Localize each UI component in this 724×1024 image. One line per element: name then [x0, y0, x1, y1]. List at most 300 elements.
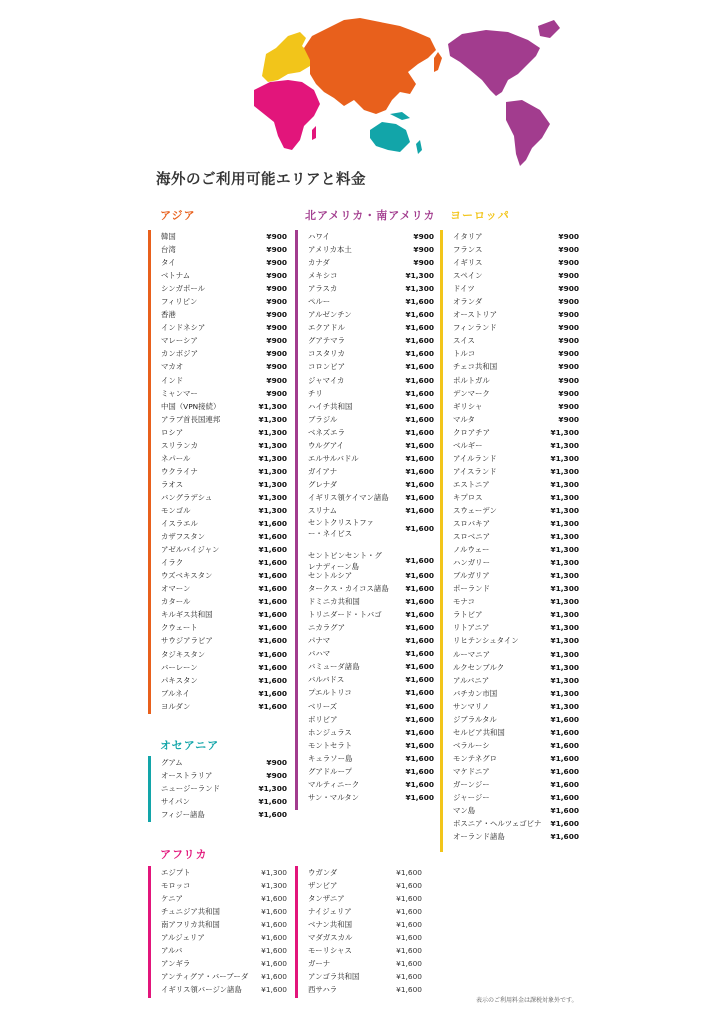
country-name: タンザニア: [308, 894, 345, 904]
country-name: バルバドス: [308, 675, 345, 685]
price-value: ¥1,600: [550, 806, 579, 816]
price-value: ¥1,600: [550, 819, 579, 829]
map-australia: [370, 122, 410, 152]
price-row: [308, 905, 422, 918]
price-row: [453, 752, 579, 765]
country-name: ドミニカ共和国: [308, 597, 360, 607]
country-name: マレーシア: [161, 336, 198, 346]
map-greenland: [538, 20, 560, 38]
price-row: [161, 400, 287, 413]
price-row: [453, 504, 579, 517]
country-name: 韓国: [161, 232, 176, 241]
price-row: [308, 866, 422, 879]
country-name: 中国（VPN接続）: [161, 401, 221, 411]
price-row: [453, 830, 579, 843]
price-value: ¥1,600: [261, 959, 287, 969]
country-name: バーレーン: [161, 662, 198, 672]
country-name: アンギラ: [161, 959, 191, 969]
price-value: ¥1,600: [405, 323, 434, 333]
price-row: [453, 687, 579, 700]
price-value: ¥1,600: [261, 907, 287, 917]
price-row: [453, 530, 579, 543]
price-value: ¥1,600: [405, 675, 434, 685]
price-value: ¥1,600: [258, 558, 287, 568]
country-name: ハンガリー: [453, 558, 490, 568]
asia-color-bar: [148, 230, 151, 714]
price-row: [308, 713, 434, 726]
price-value: ¥1,300: [258, 453, 287, 463]
price-value: ¥900: [558, 349, 579, 359]
country-name: ハワイ: [308, 232, 330, 241]
price-value: ¥1,600: [258, 649, 287, 659]
africa-color-bar-right: [295, 866, 298, 998]
price-value: ¥900: [266, 336, 287, 346]
price-value: ¥900: [558, 284, 579, 294]
price-value: ¥1,600: [405, 610, 434, 620]
price-value: ¥1,300: [550, 479, 579, 489]
country-name: カンボジア: [161, 349, 198, 359]
country-name: アイルランド: [453, 453, 497, 463]
country-name: ポーランド: [453, 584, 490, 594]
price-row: [453, 230, 579, 243]
price-row: [453, 634, 579, 647]
world-map-icon: [240, 14, 580, 170]
price-row: [161, 970, 287, 983]
country-name: グレナダ: [308, 479, 338, 489]
price-value: ¥900: [558, 323, 579, 333]
price-value: ¥1,300: [550, 519, 579, 529]
price-value: ¥1,600: [405, 662, 434, 672]
price-value: ¥1,300: [550, 649, 579, 659]
price-row: [308, 739, 434, 752]
country-name: マダガスカル: [308, 933, 353, 943]
price-value: ¥1,300: [258, 505, 287, 515]
country-name: ベリーズ: [308, 701, 338, 711]
price-value: ¥1,600: [258, 701, 287, 711]
country-name: チリ: [308, 388, 323, 398]
price-row: [453, 465, 579, 478]
price-row: [308, 243, 434, 256]
price-value: ¥1,600: [550, 740, 579, 750]
price-value: ¥900: [558, 310, 579, 320]
country-name: スリランカ: [161, 440, 198, 450]
country-name: ブルガリア: [453, 571, 490, 581]
price-value: ¥1,600: [396, 907, 422, 917]
price-value: ¥900: [266, 375, 287, 385]
country-name: リトアニア: [453, 623, 490, 633]
price-value: ¥1,300: [405, 271, 434, 281]
price-value: ¥1,300: [258, 440, 287, 450]
price-value: ¥1,300: [261, 868, 287, 877]
price-value: ¥1,600: [405, 701, 434, 711]
country-name: ベナン共和国: [308, 920, 352, 930]
page-title: 海外のご利用可能エリアと料金: [156, 172, 366, 188]
country-name: オマーン: [161, 584, 191, 594]
country-name: オーストリア: [453, 310, 497, 320]
price-value: ¥1,600: [405, 556, 434, 566]
country-name: タジキスタン: [161, 649, 206, 659]
map-south-america: [506, 100, 550, 166]
price-row: [308, 892, 422, 905]
price-value: ¥1,600: [405, 466, 434, 476]
price-row: [308, 791, 434, 804]
country-name: オランダ: [453, 297, 483, 307]
price-row: [308, 673, 434, 686]
price-value: ¥1,600: [405, 362, 434, 372]
country-name: カナダ: [308, 258, 330, 268]
price-row: [308, 256, 434, 269]
map-africa: [254, 80, 320, 150]
price-row: [161, 795, 287, 808]
country-name: シンガポール: [161, 284, 206, 294]
price-row: [308, 726, 434, 739]
country-name: ジブラルタル: [453, 714, 497, 724]
price-row: [308, 752, 434, 765]
country-name: トリニダード・トバゴ: [308, 610, 382, 620]
price-row: [161, 621, 287, 634]
country-name: タークス・カイコス諸島: [308, 584, 389, 594]
price-value: ¥1,600: [405, 649, 434, 659]
price-row: [308, 569, 434, 582]
price-row: [161, 944, 287, 957]
price-value: ¥1,300: [550, 597, 579, 607]
country-name: 西サハラ: [308, 985, 338, 995]
country-name: アルバニア: [453, 675, 490, 685]
price-row: [453, 334, 579, 347]
price-value: ¥1,600: [258, 797, 287, 807]
price-row: [453, 595, 579, 608]
country-name: リヒテンシュタイン: [453, 636, 519, 646]
price-value: ¥1,600: [396, 985, 422, 995]
price-value: ¥1,600: [261, 946, 287, 956]
price-row: [453, 452, 579, 465]
price-value: ¥1,600: [550, 832, 579, 842]
price-row: [308, 230, 434, 243]
price-value: ¥1,600: [258, 571, 287, 581]
price-row: [308, 595, 434, 608]
country-name: カタール: [161, 597, 191, 607]
price-value: ¥900: [266, 232, 287, 241]
price-value: ¥1,600: [396, 868, 422, 877]
country-name: アイスランド: [453, 466, 497, 476]
country-name: ルーマニア: [453, 649, 490, 659]
country-name: ウガンダ: [308, 868, 338, 877]
price-row: [308, 970, 422, 983]
price-value: ¥1,600: [405, 779, 434, 789]
country-name: オーランド諸島: [453, 832, 505, 842]
price-row: [308, 491, 434, 504]
country-name: セントビンセント・グレナディーン島: [308, 551, 382, 571]
country-name: エストニア: [453, 479, 490, 489]
country-name: コスタリカ: [308, 349, 345, 359]
price-row: [453, 791, 579, 804]
country-name: ガーンジー: [453, 779, 490, 789]
country-name: チェコ共和国: [453, 362, 498, 372]
country-name: マン島: [453, 806, 476, 816]
country-name: ウクライナ: [161, 466, 198, 476]
price-row: [308, 478, 434, 491]
price-value: ¥1,300: [258, 427, 287, 437]
price-row: [308, 700, 434, 713]
price-row: [161, 530, 287, 543]
price-value: ¥900: [266, 362, 287, 372]
price-row: [161, 782, 287, 795]
price-row: [308, 282, 434, 295]
country-name: チュニジア共和国: [161, 907, 220, 917]
price-value: ¥1,600: [405, 597, 434, 607]
price-value: ¥1,600: [405, 310, 434, 320]
price-value: ¥1,300: [550, 701, 579, 711]
price-row: [161, 321, 287, 334]
country-name: タイ: [161, 258, 176, 268]
country-name: サン・マルタン: [308, 792, 360, 802]
price-value: ¥1,600: [396, 894, 422, 904]
price-row: [161, 769, 287, 782]
price-row: [308, 308, 434, 321]
price-row: [453, 295, 579, 308]
country-name: サイパン: [161, 797, 190, 807]
price-row: [453, 426, 579, 439]
price-row: [308, 439, 434, 452]
map-madagascar: [312, 126, 316, 140]
country-name: フランス: [453, 245, 483, 255]
price-value: ¥1,600: [261, 933, 287, 943]
country-name: ギリシャ: [453, 401, 483, 411]
price-value: ¥900: [413, 245, 434, 255]
price-value: ¥1,300: [258, 492, 287, 502]
country-name: パキスタン: [161, 675, 198, 685]
country-name: フィジー諸島: [161, 810, 205, 820]
price-row: [453, 569, 579, 582]
price-row: [453, 582, 579, 595]
price-row: [308, 608, 434, 621]
price-value: ¥1,600: [258, 584, 287, 594]
price-value: ¥1,300: [550, 636, 579, 646]
country-name: モナコ: [453, 597, 475, 607]
country-name: ケニア: [161, 894, 183, 904]
country-name: ペルー: [308, 297, 331, 307]
price-value: ¥1,600: [405, 440, 434, 450]
country-name: サウジアラビア: [161, 636, 213, 646]
country-name: デンマーク: [453, 388, 490, 398]
price-value: ¥1,600: [258, 545, 287, 555]
country-name: イラク: [161, 558, 184, 568]
country-name: モンゴル: [161, 505, 191, 515]
price-row: [453, 817, 579, 830]
country-name: セントルシア: [308, 571, 353, 581]
price-value: ¥1,600: [405, 727, 434, 737]
price-row: [161, 478, 287, 491]
price-row: [453, 726, 579, 739]
country-name: ナイジェリア: [308, 907, 352, 917]
price-row: [308, 621, 434, 634]
country-name: エルサルバドル: [308, 453, 359, 463]
price-row: [453, 256, 579, 269]
country-name: インド: [161, 375, 184, 385]
price-value: ¥1,300: [550, 623, 579, 633]
country-name: プエルトリコ: [308, 688, 352, 698]
country-name: ボリビア: [308, 714, 338, 724]
price-row: [308, 426, 434, 439]
americas-color-bar: [295, 230, 298, 810]
country-name: ニュージーランド: [161, 784, 220, 794]
europe-color-bar: [440, 230, 443, 852]
price-value: ¥1,300: [550, 610, 579, 620]
price-value: ¥1,600: [396, 933, 422, 943]
price-value: ¥1,600: [258, 597, 287, 607]
country-name: イタリア: [453, 232, 483, 241]
country-name: ラオス: [161, 479, 184, 489]
price-row: [453, 778, 579, 791]
country-name: ラトビア: [453, 610, 483, 620]
country-name: アルゼンチン: [308, 310, 352, 320]
country-name: ハイチ共和国: [308, 401, 353, 411]
price-value: ¥900: [558, 414, 579, 424]
country-name: ロシア: [161, 427, 184, 437]
country-name: グアテマラ: [308, 336, 345, 346]
price-row: [308, 517, 434, 543]
price-value: ¥1,300: [550, 532, 579, 542]
price-row: [161, 504, 287, 517]
price-value: ¥900: [266, 323, 287, 333]
section-title-europe: ヨーロッパ: [450, 209, 510, 222]
price-row: [453, 648, 579, 661]
price-value: ¥900: [266, 258, 287, 268]
price-row: [453, 360, 579, 373]
africa-color-bar-left: [148, 866, 151, 998]
country-name: スリナム: [308, 505, 338, 515]
price-row: [161, 256, 287, 269]
section-title-oceania: オセアニア: [160, 739, 220, 752]
price-value: ¥900: [413, 258, 434, 268]
country-name: ルクセンブルク: [453, 662, 505, 672]
price-row: [453, 621, 579, 634]
price-value: ¥900: [266, 349, 287, 359]
country-name: ボスニア・ヘルツェゴビナ: [453, 819, 542, 829]
price-value: ¥1,300: [550, 492, 579, 502]
country-name: アンティグア・バーブーダ: [161, 972, 249, 982]
price-row: [161, 879, 287, 892]
price-row: [161, 439, 287, 452]
country-name: ザンビア: [308, 881, 338, 891]
country-name: アルバ: [161, 946, 183, 956]
price-value: ¥1,600: [550, 727, 579, 737]
price-value: ¥1,300: [258, 466, 287, 476]
price-value: ¥900: [558, 375, 579, 385]
country-name: イギリス: [453, 258, 483, 268]
country-name: ヨルダン: [161, 701, 191, 711]
price-row: [453, 347, 579, 360]
price-row: [308, 543, 434, 569]
price-value: ¥1,300: [405, 284, 434, 294]
price-row: [308, 504, 434, 517]
price-row: [161, 634, 287, 647]
country-name: ニカラグア: [308, 623, 345, 633]
country-name: モロッコ: [161, 881, 191, 891]
price-row: [308, 778, 434, 791]
price-row: [161, 661, 287, 674]
price-row: [453, 739, 579, 752]
country-name: ブラジル: [308, 414, 338, 424]
price-value: ¥900: [266, 388, 287, 398]
price-value: ¥1,600: [550, 753, 579, 763]
price-value: ¥1,600: [258, 810, 287, 820]
price-value: ¥1,600: [405, 388, 434, 398]
country-name: クロアチア: [453, 427, 490, 437]
price-row: [453, 765, 579, 778]
price-value: ¥1,600: [258, 610, 287, 620]
price-value: ¥1,300: [550, 505, 579, 515]
price-row: [161, 426, 287, 439]
country-name: マケドニア: [453, 766, 490, 776]
price-value: ¥1,600: [258, 532, 287, 542]
price-value: ¥1,600: [405, 584, 434, 594]
country-name: グアム: [161, 758, 183, 767]
price-row: [161, 282, 287, 295]
price-row: [161, 491, 287, 504]
price-row: [308, 269, 434, 282]
price-value: ¥1,600: [405, 479, 434, 489]
price-value: ¥1,300: [550, 545, 579, 555]
price-row: [453, 700, 579, 713]
price-row: [161, 543, 287, 556]
price-value: ¥1,600: [550, 779, 579, 789]
price-value: ¥1,300: [550, 662, 579, 672]
price-row: [453, 308, 579, 321]
price-row: [308, 931, 422, 944]
price-value: ¥900: [558, 258, 579, 268]
country-name: ミャンマー: [161, 388, 198, 398]
price-value: ¥900: [266, 245, 287, 255]
price-value: ¥1,600: [405, 623, 434, 633]
country-name: ノルウェー: [453, 545, 490, 555]
price-value: ¥900: [558, 245, 579, 255]
country-name: オーストラリア: [161, 771, 213, 781]
price-row: [453, 608, 579, 621]
price-row: [308, 465, 434, 478]
price-row: [161, 452, 287, 465]
price-row: [308, 374, 434, 387]
price-row: [161, 347, 287, 360]
price-value: ¥1,600: [550, 793, 579, 803]
price-row: [161, 866, 287, 879]
country-name: フィリピン: [161, 297, 198, 307]
price-value: ¥1,300: [258, 414, 287, 424]
price-row: [161, 595, 287, 608]
country-name: ブルネイ: [161, 688, 190, 698]
country-name: ネパール: [161, 453, 191, 463]
country-name: カザフスタン: [161, 532, 206, 542]
price-row: [308, 400, 434, 413]
price-row: [453, 400, 579, 413]
country-name: エジプト: [161, 868, 191, 877]
price-row: [453, 478, 579, 491]
price-row: [161, 983, 287, 996]
country-name: アルジェリア: [161, 933, 205, 943]
price-row: [453, 269, 579, 282]
country-name: バハマ: [308, 649, 331, 659]
country-name: アメリカ本土: [308, 245, 352, 255]
price-row: [161, 582, 287, 595]
price-value: ¥1,600: [405, 636, 434, 646]
price-row: [161, 387, 287, 400]
country-name: スイス: [453, 336, 475, 346]
price-value: ¥1,300: [258, 784, 287, 794]
price-value: ¥1,600: [550, 714, 579, 724]
price-value: ¥1,600: [405, 714, 434, 724]
country-name: イスラエル: [161, 519, 198, 529]
price-row: [161, 517, 287, 530]
